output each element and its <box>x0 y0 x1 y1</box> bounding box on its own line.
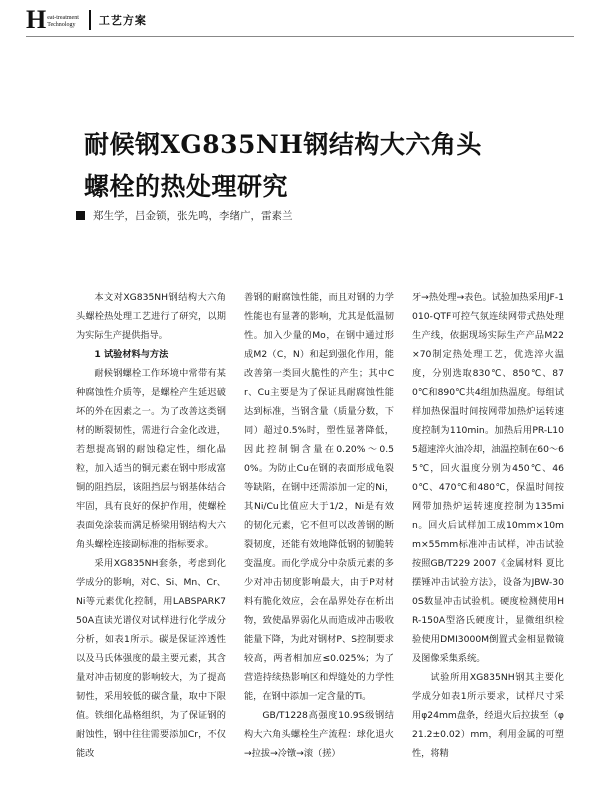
column-2 <box>244 288 394 763</box>
authors: 郑生学，吕金锁，张先鸣，李绪广，雷素兰 <box>93 210 293 222</box>
title-line-2: 螺栓的热处理研究 <box>84 172 289 201</box>
section-heading: 1 试验材料与方法 <box>94 349 169 360</box>
paragraph: 善钢的耐腐蚀性能，而且对钢的力学性能也有显著的影响，尤其是低温韧性。加入少量的Mo，在钢中通过形成M2（C，N）和起到强化作用，能改善第一类回火脆性的产生；其中Cr、Cu主要是为了保证具耐腐蚀性能达到标准，当钢含量（质量分数，下同）超过0.5%时，塑性显著降低，因此控制铜含量在0.20%～0.50%。为防止Cu在钢的表面形成龟裂等缺陷，在钢中还需添加一定的Ni，其Ni/Cu比值应大于1/2，Ni是有效的韧化元素，它不但可以改善钢的断裂韧度，还能有效地降低钢的韧脆转变温度。而化学成分中杂质元素的多少对冲击韧度影响最大，由于P对材料有脆化效应，会在晶界处存在析出物，致使晶界弱化从而造成冲击吸收能量下降，为此对钢材P、S控制要求较高，两者相加应≤0.025%；为了营造持续热影响区和焊缝处的力学性能，在钢中添加一定含量的Ti。 <box>244 292 394 702</box>
paragraph: 采用XG835NH套条，考虑到化学成分的影响，对C、Si、Mn、Cr、Ni等元素优化控制，用LABSPARK750A直读光谱仪对试样进行化学成分分析，如表1所示。碳是保证淬透性以及马氏体强度的最主要元素，其含量对冲击韧度的影响较大，为了提高韧性，采用较低的碳含量，取中下限值。铁细化晶格组织，为了保证钢的耐蚀性，钢中往往需要添加Cr，不仅能改 <box>76 558 226 759</box>
column-1 <box>76 288 226 763</box>
title-line-1: 耐候钢XG835NH钢结构大六角头 <box>84 130 482 159</box>
section-label: 工艺方案 <box>98 14 147 27</box>
article-title <box>84 124 564 208</box>
logo-line2: Technology <box>47 21 76 28</box>
header-rule <box>26 36 574 37</box>
journal-logo-letter: H <box>26 5 47 34</box>
header-divider <box>89 10 91 30</box>
paragraph: 牙→热处理→表色。试验加热采用JF-1010-QTF可控气氛连续网带式热处理生产线，依据现场实际生产产品M22×70制定热处理工艺，优选淬火温度，分别选取830℃、850℃、870℃和890℃共4组加热温度。每组试样加热保温时间按网带加热炉运转速度控制为110min。加热后用PR-L105超速淬火油冷却，油温控制在60～65℃，回火温度分别为450℃、460℃、470℃和480℃，保温时间按网带加热炉运转速度控制为135min。回火后试样加工成10mm×10mm×55mm标准冲击试样，冲击试验按照GB/T229 2007《金属材料 夏比摆锤冲击试验方法》，设备为JBW-300S数显冲击试验机。硬度检测使用HR-150A型洛氏硬度计，显微组织检验使用DMI3000M倒置式金相显微镜及图像采集系统。 <box>412 292 565 664</box>
journal-header <box>26 6 147 34</box>
paragraph: 耐候钢螺栓工作环境中常带有某种腐蚀性介质等，是螺栓产生延迟破坏的外在因素之一。为了改善这类钢材的断裂韧性，需进行合金化改进，若想提高钢的耐蚀稳定性，细化晶粒，加入适当的铜元素在钢中形成富铜的阻挡层，该阻挡层与钢基体结合牢固，具有良好的保护作用，使螺栓表面免涂装而满足桥梁用钢结构大六角头螺栓连接副标准的指标要求。 <box>76 368 226 550</box>
paragraph: 本文对XG835NH钢结构大六角头螺栓热处理工艺进行了研究，以期为实际生产提供指导。 <box>76 292 226 341</box>
author-line <box>76 208 293 223</box>
paragraph: 试验所用XG835NH钢其主要化学成分如表1所示要求，试样尺寸采用φ24mm盘条，经退火后拉拔至（φ21.2±0.02）mm，利用金属的可塑性，将精 <box>412 672 564 759</box>
author-bullet-icon <box>76 211 85 220</box>
journal-logo-text <box>47 15 79 29</box>
paragraph: GB/T1228高强度10.9S级钢结构大六角头螺栓生产流程：球化退火→拉拔→冷镦→滚（搓） <box>244 710 394 759</box>
column-3 <box>412 288 564 763</box>
logo-line1: eat-treatment <box>47 14 79 21</box>
